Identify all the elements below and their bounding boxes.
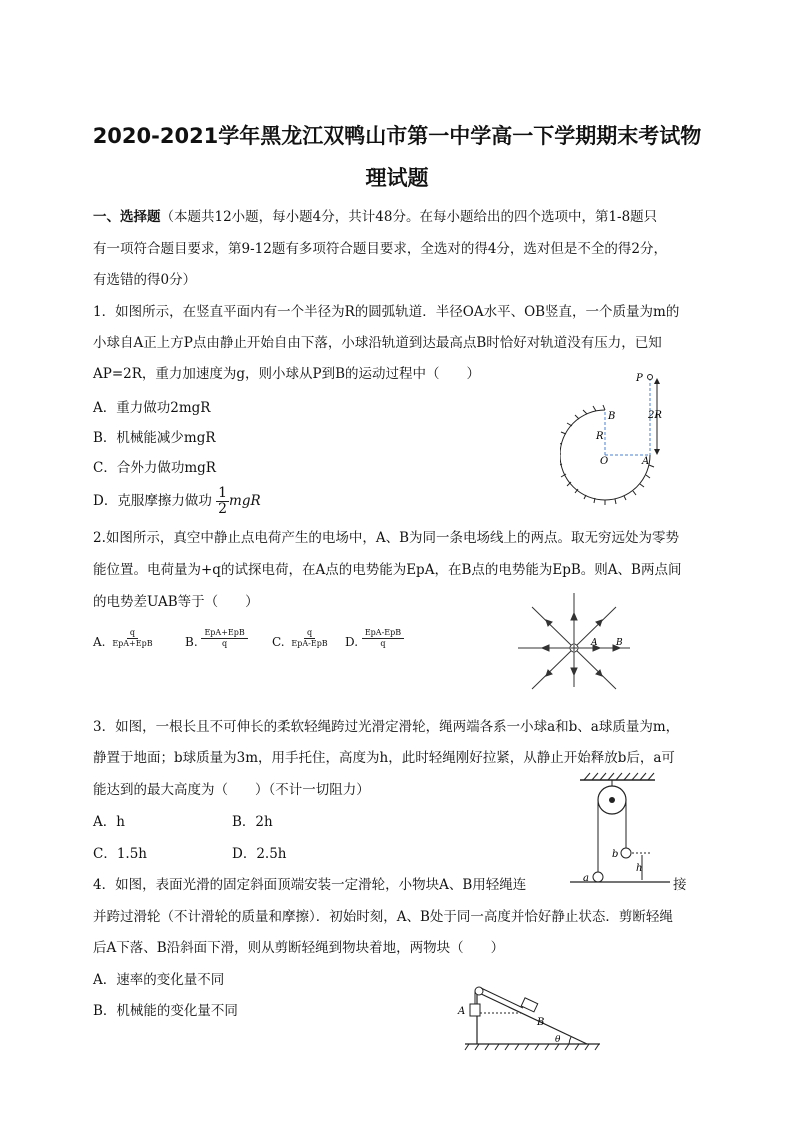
- q2-option-label: A.: [93, 635, 106, 649]
- q2-stem-line-1: 2.如图所示，真空中静止点电荷产生的电场中，A、B为同一条电场线上的两点。取无穷远处为零势: [93, 530, 680, 546]
- q2-field-figure: [514, 585, 634, 695]
- q3-pulley-figure: [570, 768, 680, 888]
- fraction-denominator: q: [380, 639, 386, 648]
- q2-option-label: D.: [345, 635, 359, 649]
- q1-option-b: B．机械能减少mgR: [93, 430, 216, 446]
- ball-a: [593, 872, 603, 882]
- fraction-numerator: EpA-EpB: [362, 628, 404, 639]
- label-2r: 2R: [648, 410, 662, 421]
- ball-b: [621, 848, 631, 858]
- label-a: A: [591, 638, 598, 648]
- q2-option-a: [93, 628, 156, 649]
- label-r: R: [596, 431, 604, 442]
- q1-option-c: C．合外力做功mgR: [93, 460, 216, 476]
- label-b: B: [608, 411, 616, 422]
- q4-option-b: B．机械能的变化量不同: [93, 1003, 238, 1019]
- q2-option-c: [272, 628, 331, 649]
- q3-option-d: D．2.5h: [232, 846, 287, 862]
- section-heading: 一、选择题: [93, 209, 161, 225]
- page-title-line-2: 理试题: [365, 166, 429, 190]
- q1-track-figure: [560, 368, 670, 508]
- q2-option-d-fraction: [362, 628, 404, 649]
- label-b: B: [537, 1017, 545, 1028]
- q4-stem-line-1: 4．如图，表面光滑的固定斜面顶端安装一定滑轮，小物块A、B用轻绳连: [93, 877, 527, 893]
- label-theta: θ: [555, 1035, 561, 1045]
- label-o: O: [600, 456, 609, 467]
- q3-option-b: B．2h: [232, 814, 273, 830]
- fraction-denominator: 2: [218, 501, 228, 517]
- q2-option-label: C.: [272, 635, 285, 649]
- q3-stem-line-1: 3．如图，一根长且不可伸长的柔软轻绳跨过光滑定滑轮，绳两端各系一小球a和b、a球质量为m，: [93, 719, 680, 735]
- q1-stem-line-1: 1．如图所示，在竖直平面内有一个半径为R的圆弧轨道．半径OA水平、OB竖直，一个质量为m的: [93, 304, 680, 320]
- fraction-numerator: q: [127, 628, 138, 639]
- instructions-text: （本题共12小题，每小题4分，共计48分。在每小题给出的四个选项中，第1-8题只: [160, 209, 658, 225]
- q1-stem-line-3: AP=2R，重力加速度为g，则小球从P到B的运动过程中（ ）: [93, 366, 481, 382]
- page-title-line-1: 2020-2021学年黑龙江双鸭山市第一中学高一下学期期末考试物: [92, 124, 702, 148]
- label-a: a: [583, 873, 589, 884]
- q2-stem-line-2: 能位置。电荷量为+q的试探电荷，在A点的电势能为EpA，在B点的电势能为EpB。则A、B两点间: [93, 562, 682, 578]
- q1-option-d-text: D．克服摩擦力做功: [93, 493, 212, 509]
- label-a: A: [458, 1006, 466, 1017]
- fraction-numerator: 1: [218, 485, 228, 501]
- q1-stem-line-2: 小球自A正上方P点由静止开始自由下落，小球沿轨道到达最高点B时恰好对轨道没有压力，已知: [93, 335, 662, 351]
- q4-stem-line-2: 并跨过滑轮（不计滑轮的质量和摩擦）．初始时刻，A、B处于同一高度并恰好静止状态．剪断轻绳: [93, 909, 673, 925]
- q2-option-c-fraction: [288, 628, 330, 649]
- incline-surface: [477, 992, 587, 1044]
- label-a: A: [642, 456, 650, 467]
- q3-stem-line-3: 能达到的最大高度为（ ）（不计一切阻力）: [93, 782, 370, 798]
- q2-stem-line-3: 的电势差UAB等于（ ）: [93, 594, 259, 610]
- label-b: b: [612, 849, 619, 860]
- q4-option-a: A．速率的变化量不同: [93, 972, 225, 988]
- fraction-denominator: EpA-EpB: [291, 639, 328, 648]
- q3-stem-line-2: 静置于地面；b球质量为3m，用手托住，高度为h，此时轻绳刚好拉紧，从静止开始释放b后，a可: [93, 750, 675, 766]
- q4-stem-line-1-tail: 接: [673, 877, 687, 893]
- label-h: h: [636, 863, 643, 874]
- section-instructions-line-1: [93, 205, 657, 225]
- q1-option-d-tail: mgR: [229, 493, 261, 509]
- fraction-denominator: q: [222, 639, 228, 648]
- q2-option-a-fraction: [109, 628, 155, 649]
- q2-option-label: B.: [185, 635, 198, 649]
- label-p: P: [636, 373, 643, 384]
- q1-option-d: [93, 486, 261, 517]
- fraction-numerator: EpA+EpB: [201, 628, 247, 639]
- block-a: [470, 1004, 480, 1016]
- label-b: B: [616, 638, 623, 648]
- q1-option-a: A．重力做功2mgR: [93, 400, 211, 416]
- q3-option-c: C．1.5h: [93, 846, 147, 862]
- q2-option-b: [185, 628, 248, 649]
- ball-p: [648, 375, 653, 380]
- q4-stem-line-3: 后A下落、B沿斜面下滑，则从剪断轻绳到物块着地，两物块（ ）: [93, 940, 505, 956]
- q2-option-d: [345, 628, 404, 649]
- block-b: [521, 998, 537, 1012]
- q2-option-b-fraction: [201, 628, 247, 649]
- fraction-denominator: EpA+EpB: [112, 639, 153, 648]
- fraction-numerator: q: [304, 628, 315, 639]
- q3-option-a: A．h: [93, 814, 125, 830]
- q4-incline-figure: [455, 980, 605, 1055]
- rope-b: [481, 988, 523, 1008]
- section-instructions-line-2: 有一项符合题目要求，第9-12题有多项符合题目要求，全选对的得4分，选对但是不全的得2分，: [93, 241, 668, 257]
- angle-arc: [569, 1037, 571, 1044]
- section-instructions-line-3: 有选错的得0分）: [93, 272, 197, 288]
- q1-option-d-fraction: [216, 486, 229, 517]
